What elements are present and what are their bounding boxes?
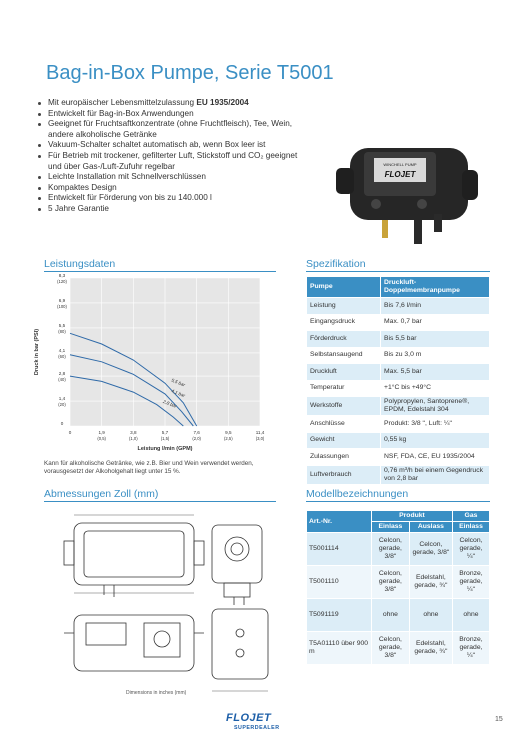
x-tick-label-gpm: (3,0)	[255, 436, 265, 441]
spec-value: +1°C bis +49°C	[381, 380, 490, 397]
product-label-small: WINCHELL PUMP	[383, 162, 417, 167]
spec-value: Bis 7,6 l/min	[381, 298, 490, 315]
x-tick-label: 11,4	[255, 430, 265, 435]
spec-key: Eingangsdruck	[307, 314, 381, 331]
x-tick-label: 9,5	[225, 430, 232, 435]
x-tick-label-gpm: (2,5)	[224, 436, 233, 441]
y-tick-label-psi: (40)	[58, 377, 66, 383]
series-label: 4,1 bar	[170, 388, 186, 399]
x-tick-label: 7,6	[193, 430, 200, 435]
y-tick-label: 5,5	[58, 322, 66, 328]
feature-text: Mit europäischer Lebensmittelzulassung	[48, 98, 197, 107]
feature-item	[36, 151, 308, 172]
feature-text: Geeignet für Fruchtsaftkonzentrate (ohne Fruchtfleisch), Tee, Wein, andere alkoholische Getränke	[48, 119, 293, 139]
spec-value: Bis zu 3,0 m	[381, 347, 490, 364]
series-label: 2,8 bar	[162, 398, 178, 409]
models-header-gas: Gas	[452, 511, 489, 522]
x-tick-label: 1,9	[98, 430, 105, 435]
y-tick-label: 1,4	[58, 396, 66, 402]
x-tick-label: 0	[68, 430, 72, 435]
y-tick-label-psi: (120)	[57, 279, 67, 284]
y-tick-label: 8,3	[58, 273, 66, 278]
spec-row	[307, 416, 490, 433]
feature-item	[36, 140, 308, 151]
feature-text: Entwickelt für Bag-in-Box Anwendungen	[48, 108, 194, 118]
spec-row	[307, 314, 490, 331]
spec-key: Gewicht	[307, 432, 381, 449]
section-title-spec: Spezifikation	[306, 258, 366, 270]
spec-value: 0,55 kg	[381, 432, 490, 449]
model-art-no: T5A01110 über 900 m	[307, 632, 372, 665]
models-header-gas-inlet: Einlass	[452, 522, 489, 533]
y-tick-label-psi: (100)	[57, 303, 67, 309]
spec-row	[307, 347, 490, 364]
spec-row	[307, 331, 490, 348]
spec-value: Max. 0,7 bar	[381, 314, 490, 331]
model-art-no: T5001114	[307, 533, 372, 566]
spec-row	[307, 298, 490, 315]
x-tick-label-gpm: (2,0)	[192, 436, 201, 441]
model-table	[306, 510, 490, 665]
model-inlet: ohne	[372, 599, 410, 632]
spec-row	[307, 465, 490, 484]
spec-key: Werkstoffe	[307, 397, 381, 416]
feature-text: Vakuum-Schalter schaltet automatisch ab, wenn Box leer ist	[48, 140, 266, 150]
spec-key: Druckluft	[307, 364, 381, 381]
spec-header-row	[307, 277, 490, 298]
feature-item	[36, 98, 308, 109]
x-axis-label: Leistung l/min (GPM)	[137, 446, 193, 452]
section-rule	[306, 501, 490, 502]
model-gas: Celcon, gerade, ¼ʺ	[452, 533, 489, 566]
page-number: 15	[495, 716, 503, 723]
footer-brand-sub: SUPERDEALER	[234, 725, 280, 731]
feature-text: Kompaktes Design	[48, 182, 117, 192]
spec-value: Produkt: 3/8 ʺ, Luft: ¼ʺ	[381, 416, 490, 433]
model-outlet: ohne	[409, 599, 452, 632]
spec-row	[307, 449, 490, 466]
x-tick-label: 3,8	[130, 430, 137, 435]
spec-key: Luftverbrauch	[307, 465, 381, 484]
product-image	[330, 140, 490, 250]
section-title-performance: Leistungsdaten	[44, 258, 116, 270]
section-rule	[306, 271, 490, 272]
x-tick-label-gpm: (1,5)	[160, 436, 170, 441]
model-row	[307, 566, 490, 599]
models-header-art: Art.-Nr.	[307, 511, 372, 533]
feature-item	[36, 109, 308, 120]
dimension-drawing	[44, 505, 284, 697]
x-tick-label-gpm: (1,0)	[129, 436, 138, 441]
spec-key: Pumpe	[307, 277, 381, 298]
section-rule	[44, 501, 276, 502]
page-title: Bag-in-Box Pumpe, Serie T5001	[46, 62, 334, 84]
y-tick-label: 0	[60, 421, 64, 426]
model-inlet: Celcon, gerade, 3/8ʺ	[372, 533, 410, 566]
spec-row	[307, 397, 490, 416]
spec-value: 0,76 m³/h bei einem Gegendruck von 2,8 bar	[381, 465, 490, 484]
feature-item	[36, 119, 308, 140]
y-tick-label: 6,9	[58, 297, 66, 303]
dimension-caption: Dimensions in inches (mm)	[126, 690, 187, 696]
performance-chart	[30, 272, 270, 462]
spec-key: Anschlüsse	[307, 416, 381, 433]
chart-note: Kann für alkoholische Getränke, wie z.B. Bier und Wein verwendet werden, vorausgesetzt der Alkoholgehalt liegt unter 15 %.	[44, 460, 254, 476]
spec-key: Förderdruck	[307, 331, 381, 348]
models-header-outlet: Auslass	[409, 522, 452, 533]
feature-item	[36, 193, 308, 204]
spec-key: Temperatur	[307, 380, 381, 397]
x-tick-label: 5,7	[161, 430, 169, 435]
model-art-no: T5091119	[307, 599, 372, 632]
spec-key: Leistung	[307, 298, 381, 315]
model-row	[307, 632, 490, 665]
model-row	[307, 599, 490, 632]
x-tick-label-gpm: (0,5)	[97, 436, 106, 441]
model-outlet: Edelstahl, gerade, ¾ʺ	[409, 632, 452, 665]
feature-item	[36, 172, 308, 183]
spec-value: Polypropylen, Santoprene®, EPDM, Edelstahl 304	[381, 397, 490, 416]
feature-text: Entwickelt für Förderung von bis zu 140.000 l	[48, 193, 212, 203]
feature-bold: EU 1935/2004	[196, 98, 249, 107]
feature-item	[36, 183, 308, 194]
model-gas: Bronze, gerade, ¼ʺ	[452, 632, 489, 665]
model-outlet: Edelstahl, gerade, ¾ʺ	[409, 566, 452, 599]
y-tick-label: 2,8	[58, 371, 66, 377]
product-label-brand: FLOJET	[384, 170, 416, 179]
series-label: 5,5 bar	[170, 377, 186, 388]
y-tick-label-psi: (80)	[58, 328, 66, 334]
section-title-models: Modellbezeichnungen	[306, 488, 409, 500]
model-art-no: T5001110	[307, 566, 372, 599]
section-title-dims: Abmessungen Zoll (mm)	[44, 488, 159, 500]
model-gas: Bronze, gerade, ¼ʺ	[452, 566, 489, 599]
y-axis-label: Druck in bar (PSI)	[34, 328, 40, 376]
spec-key: Zulassungen	[307, 449, 381, 466]
spec-row	[307, 364, 490, 381]
spec-table	[306, 276, 490, 485]
spec-key: Selbstansaugend	[307, 347, 381, 364]
feature-item	[36, 204, 308, 215]
footer-brand-logo: FLOJET	[226, 712, 272, 724]
spec-value: Max. 5,5 bar	[381, 364, 490, 381]
feature-text: Leichte Installation mit Schnellverschlüssen	[48, 172, 206, 182]
model-inlet: Celcon, gerade, 3/8ʺ	[372, 632, 410, 665]
spec-value: NSF, FDA, CE, EU 1935/2004	[381, 449, 490, 466]
spec-row	[307, 380, 490, 397]
feature-list	[36, 98, 308, 215]
model-outlet: Celcon, gerade, 3/8ʺ	[409, 533, 452, 566]
spec-value: Druckluft-Doppelmembranpumpe	[381, 277, 490, 298]
model-row	[307, 533, 490, 566]
spec-value: Bis 5,5 bar	[381, 331, 490, 348]
spec-row	[307, 432, 490, 449]
feature-text: Für Betrieb mit trockener, gefilterter Luft, Stickstoff und CO₂ geeignet und über Gas-/Luft-Zufuhr regelbar	[48, 150, 298, 171]
feature-text: 5 Jahre Garantie	[48, 203, 109, 213]
y-tick-label-psi: (60)	[58, 353, 66, 359]
models-header-inlet: Einlass	[372, 522, 410, 533]
model-gas: ohne	[452, 599, 489, 632]
y-tick-label: 4,1	[58, 347, 66, 353]
model-inlet: Celcon, gerade, 3/8ʺ	[372, 566, 410, 599]
y-tick-label-psi: (20)	[58, 402, 66, 408]
models-header-product: Produkt	[372, 511, 453, 522]
